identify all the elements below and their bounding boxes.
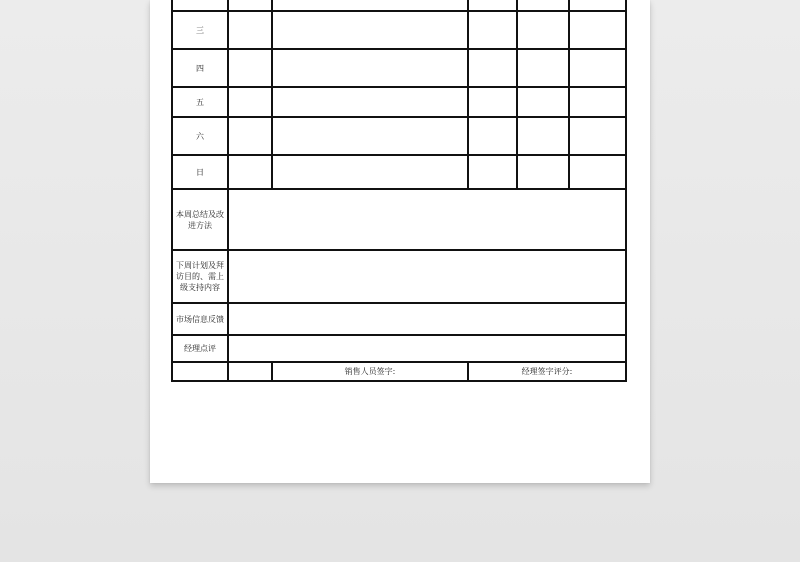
table-row-review: [172, 335, 626, 362]
entry-cell[interactable]: [569, 49, 626, 87]
entry-cell[interactable]: [272, 87, 468, 117]
day-label: 四: [172, 49, 228, 87]
manager-signature-label[interactable]: 经理签字评分:: [468, 362, 626, 381]
entry-cell: [569, 0, 626, 11]
entry-cell[interactable]: [517, 49, 569, 87]
entry-cell[interactable]: [272, 117, 468, 155]
entry-cell: [517, 0, 569, 11]
summary-entry-cell[interactable]: [228, 189, 626, 250]
entry-cell[interactable]: [468, 117, 517, 155]
entry-cell[interactable]: [517, 117, 569, 155]
day-label: 日: [172, 155, 228, 189]
entry-cell[interactable]: [569, 11, 626, 49]
day-label: 六: [172, 117, 228, 155]
table-row-market: [172, 303, 626, 335]
report-page: [150, 0, 650, 483]
table-row-day: [172, 87, 626, 117]
entry-cell: [272, 0, 468, 11]
day-cell: [172, 0, 228, 11]
entry-cell: [228, 0, 272, 11]
entry-cell[interactable]: [468, 155, 517, 189]
table-row-summary: [172, 189, 626, 250]
table-row-signatures: [172, 362, 626, 381]
entry-cell[interactable]: [517, 11, 569, 49]
entry-cell[interactable]: [569, 117, 626, 155]
table-row-previous: [172, 0, 626, 11]
sales-signature-label[interactable]: 销售人员签字:: [272, 362, 468, 381]
summary-label: 本周总结及改进方法: [172, 189, 228, 250]
manager-review-label: 经理点评: [172, 335, 228, 362]
entry-cell[interactable]: [272, 49, 468, 87]
entry-cell[interactable]: [228, 11, 272, 49]
plan-label: 下周计划及拜访目的、需上级支持内容: [172, 250, 228, 303]
entry-cell[interactable]: [228, 117, 272, 155]
table-row-plan: [172, 250, 626, 303]
entry-cell: [468, 0, 517, 11]
entry-cell[interactable]: [468, 87, 517, 117]
entry-cell[interactable]: [272, 155, 468, 189]
entry-cell[interactable]: [272, 11, 468, 49]
entry-cell[interactable]: [569, 155, 626, 189]
entry-cell[interactable]: [517, 155, 569, 189]
entry-cell[interactable]: [468, 11, 517, 49]
entry-cell[interactable]: [569, 87, 626, 117]
signature-blank-cell: [228, 362, 272, 381]
day-label: 五: [172, 87, 228, 117]
table-row-day: [172, 155, 626, 189]
entry-cell[interactable]: [228, 49, 272, 87]
plan-entry-cell[interactable]: [228, 250, 626, 303]
manager-review-entry-cell[interactable]: [228, 335, 626, 362]
weekly-sales-report-table: [171, 0, 627, 382]
table-row-day: [172, 49, 626, 87]
entry-cell[interactable]: [468, 49, 517, 87]
table-row-day: [172, 11, 626, 49]
table-row-day: [172, 117, 626, 155]
entry-cell[interactable]: [517, 87, 569, 117]
entry-cell[interactable]: [228, 87, 272, 117]
market-feedback-label: 市场信息反馈: [172, 303, 228, 335]
market-feedback-entry-cell[interactable]: [228, 303, 626, 335]
day-label: 三: [172, 11, 228, 49]
entry-cell[interactable]: [228, 155, 272, 189]
signature-blank-cell: [172, 362, 228, 381]
